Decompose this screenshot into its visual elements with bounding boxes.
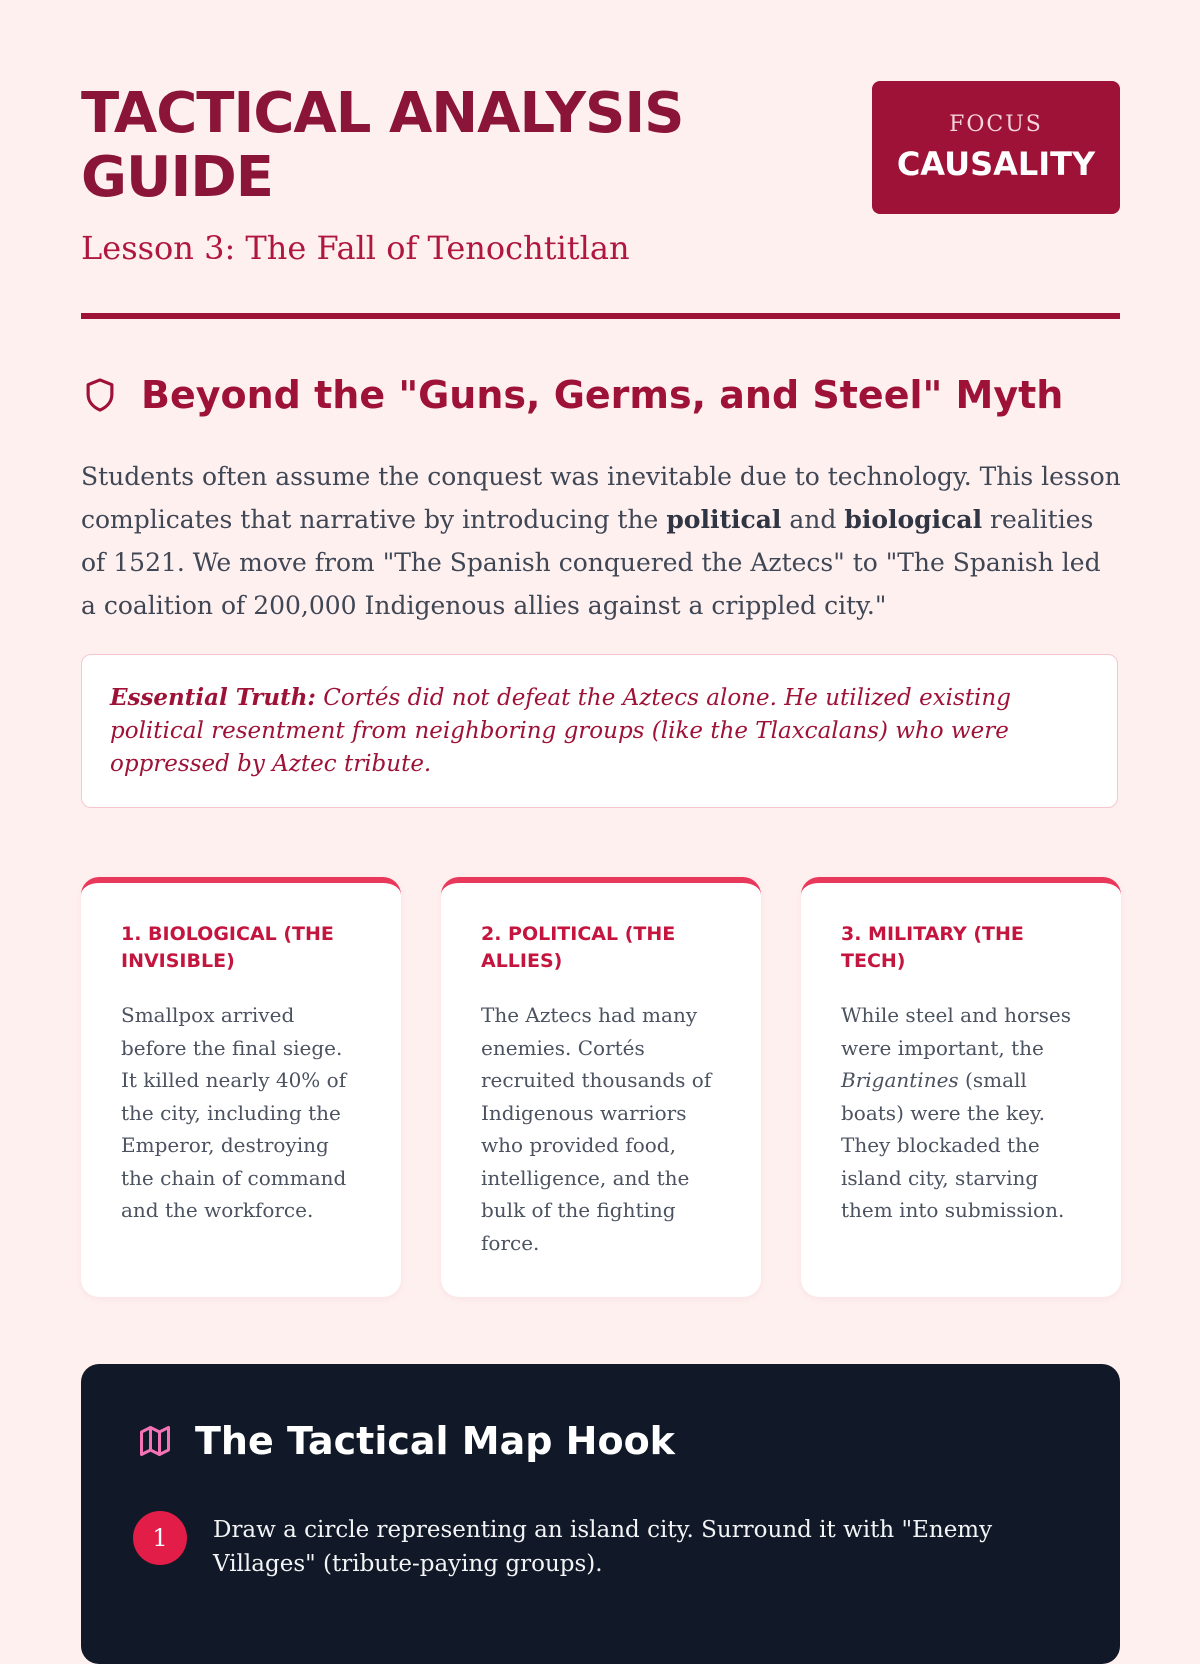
factor-card-biological [81, 877, 401, 1297]
step-text: Draw a circle representing an island city. Surround it with "Enemy Villages" (tribute-paying groups). [213, 1517, 993, 1577]
map-hook-heading [137, 1418, 675, 1464]
map-step [133, 1511, 1093, 1581]
card-title: 3. MILITARY (THE TECH) [841, 923, 1024, 972]
shield-icon [81, 375, 119, 415]
map-icon [137, 1423, 173, 1459]
card-text: The Aztecs had many enemies. Cortés recruited thousands of Indigenous warriors who provided food, intelligence, and the bulk of the fighting force. [481, 1003, 712, 1255]
focus-badge [872, 81, 1120, 214]
card-title: 2. POLITICAL (THE ALLIES) [481, 923, 676, 972]
card-text-part: (small boats) were the key. They blockaded the island city, starving them into submission. [841, 1068, 1065, 1222]
intro-emphasis: political [666, 505, 782, 534]
card-text [841, 999, 1081, 1227]
intro-paragraph [81, 455, 1121, 627]
focus-label: FOCUS [949, 111, 1043, 137]
step-number-badge: 1 [133, 1511, 187, 1565]
intro-emphasis: biological [844, 505, 983, 534]
card-title: 1. BIOLOGICAL (THE INVISIBLE) [121, 923, 334, 972]
essential-truth-callout [81, 654, 1118, 808]
focus-value: CAUSALITY [896, 144, 1096, 183]
lesson-subtitle: Lesson 3: The Fall of Tenochtitlan [81, 229, 630, 267]
essential-truth-text: Cortés did not defeat the Aztecs alone. He utilized existing political resentment from neighboring groups (like the Tlaxcalans) who were oppressed by Aztec tribute. [110, 685, 1011, 777]
intro-text: realities of 1521. We move from "The Spanish conquered the Aztecs" to "The Spanish led a coalition of 200,000 Indigenous allies against a crippled city." [81, 505, 1101, 620]
map-hook-title: The Tactical Map Hook [195, 1419, 675, 1463]
factor-card-political [441, 877, 761, 1297]
page-title: TACTICAL ANALYSIS GUIDE [81, 81, 684, 210]
section-heading [81, 372, 1063, 418]
intro-text: and [781, 505, 845, 534]
intro-text: Students often assume the conquest was inevitable due to technology. This lesson complicates that narrative by introducing the [81, 462, 1121, 534]
card-text: Smallpox arrived before the final siege. It killed nearly 40% of the city, including the Emperor, destroying the chain of command and the workforce. [121, 1003, 347, 1222]
section-title: Beyond the "Guns, Germs, and Steel" Myth [141, 373, 1064, 417]
factor-card-military [801, 877, 1121, 1297]
tactical-map-panel [81, 1364, 1120, 1664]
card-text-italic: Brigantines [841, 1068, 959, 1092]
header-divider [81, 313, 1120, 319]
card-text-part: While steel and horses were important, the [841, 1003, 1071, 1060]
essential-truth-label: Essential Truth: [110, 684, 316, 711]
